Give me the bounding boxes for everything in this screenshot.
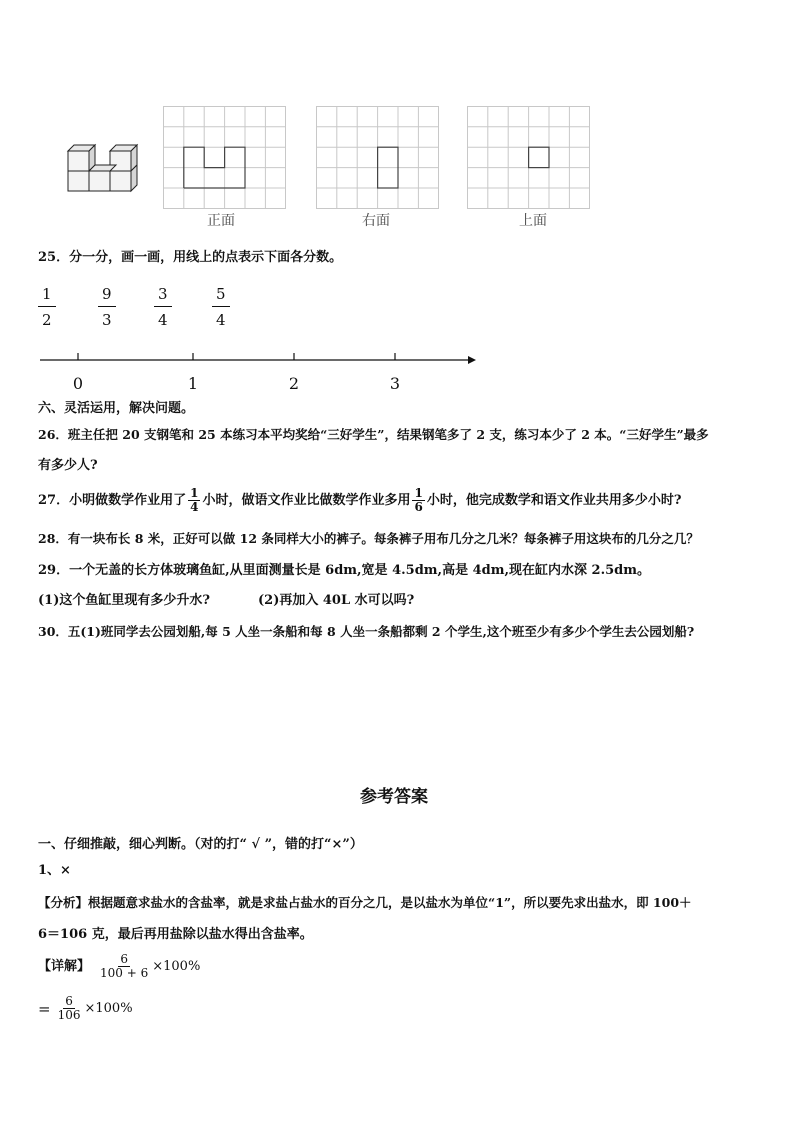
detail-label: 【详解】: [38, 958, 91, 974]
top-view-grid: [467, 106, 591, 210]
answers-item1: 1、×: [38, 863, 71, 878]
q25-fraction-2: $\frac{9}{3}$: [98, 284, 116, 330]
q27-text: 27．小明做数学作业用了 $\frac{1}{4}$ 小时，做语文作业比做数学作业多用 $\frac{1}{6}$ 小时，他完成数学和语文作业共用多少小时?: [38, 486, 682, 514]
q27-fraction-2: $\frac{1}{6}$: [414, 486, 423, 514]
answers-section1: 一、仔细推敲，细心判断。（对的打“ √ ”，错的打“×”）: [38, 837, 363, 852]
q25-fraction-3: $\frac{3}{4}$: [154, 284, 172, 330]
q29-sub1: (1)这个鱼缸里现有多少升水?: [38, 593, 210, 608]
detail-percent-1: ×100%: [152, 958, 201, 974]
detail-row: [38, 953, 200, 980]
answers-title: 参考答案: [360, 787, 428, 807]
front-view-label: 正面: [207, 213, 235, 229]
q25-text: 25．分一分，画一画，用线上的点表示下面各分数。: [38, 250, 343, 265]
q26-line2: 有多少人?: [38, 458, 98, 473]
q30-text: 30．五(1)班同学去公园划船,每 5 人坐一条船和每 8 人坐一条船都剩 2 个学生,这个班至少有多少个学生去公园划船?: [38, 624, 695, 639]
analysis-line2: 6＝106 克，最后再用盐除以盐水得出含盐率。: [38, 927, 313, 942]
number-line-arrow: [468, 356, 476, 364]
front-view-grid: [163, 106, 287, 210]
detail-fraction-1: $\frac{6}{100 + 6}$: [100, 952, 149, 980]
section6-heading: 六、灵活运用，解决问题。: [38, 401, 195, 416]
q28-text: 28．有一块布长 8 米，正好可以做 12 条同样大小的裤子。每条裤子用布几分之几米？每条裤子用这块布的几分之几？: [38, 531, 699, 546]
right-view-label: 右面: [362, 213, 390, 229]
q29-sub2: (2)再加入 40L 水可以吗?: [258, 593, 415, 608]
tick-label-1: 1: [187, 374, 199, 393]
detail-fraction-2: $\frac{6}{106}$: [57, 994, 81, 1022]
number-line: [36, 350, 482, 396]
equals-sign: =: [38, 999, 51, 1018]
right-view-grid: [316, 106, 440, 210]
q25-fraction-4: $\frac{5}{4}$: [212, 284, 230, 330]
q29-line1: 29．一个无盖的长方体玻璃鱼缸,从里面测量长是 6dm,宽是 4.5dm,高是 4dm,现在缸内水深 2.5dm。: [38, 563, 651, 578]
tick-label-3: 3: [389, 374, 401, 393]
detail-row-2: [38, 995, 133, 1022]
cube-solid-figure: [62, 140, 142, 198]
detail-percent-2: ×100%: [84, 1000, 133, 1016]
tick-label-0: 0: [72, 374, 84, 393]
top-view-label: 上面: [519, 213, 547, 229]
q27-fraction-1: $\frac{1}{4}$: [190, 486, 199, 514]
analysis-line1: 【分析】根据题意求盐水的含盐率，就是求盐占盐水的百分之几，是以盐水为单位“1”，所以要先求出盐水，即 100＋: [38, 895, 692, 910]
q26-line1: 26．班主任把 20 支钢笔和 25 本练习本平均奖给“三好学生”，结果钢笔多了 2 支，练习本少了 2 本。“三好学生”最多: [38, 427, 709, 442]
q25-fraction-1: $\frac{1}{2}$: [38, 284, 56, 330]
tick-label-2: 2: [288, 374, 300, 393]
